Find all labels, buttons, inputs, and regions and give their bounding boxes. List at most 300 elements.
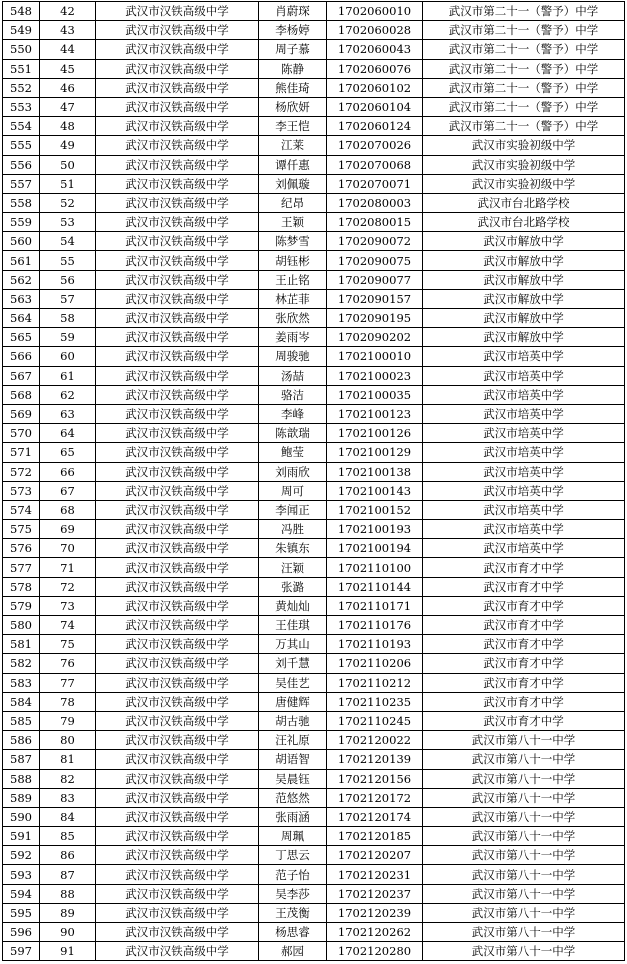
serial-number-cell: 577: [3, 558, 40, 577]
graduating-school-cell: 武汉市培英中学: [423, 404, 625, 423]
student-name-cell: 李闻正: [259, 500, 327, 519]
exam-id-cell: 1702060010: [327, 2, 423, 21]
graduating-school-cell: 武汉市解放中学: [423, 328, 625, 347]
school-index-cell: 54: [40, 232, 96, 251]
admitting-school-cell: 武汉市汉铁高级中学: [96, 136, 259, 155]
graduating-school-cell: 武汉市实验初级中学: [423, 174, 625, 193]
graduating-school-cell: 武汉市实验初级中学: [423, 155, 625, 174]
admitting-school-cell: 武汉市汉铁高级中学: [96, 673, 259, 692]
admitting-school-cell: 武汉市汉铁高级中学: [96, 616, 259, 635]
graduating-school-cell: 武汉市第八十一中学: [423, 750, 625, 769]
exam-id-cell: 1702070026: [327, 136, 423, 155]
table-row: [3, 404, 625, 423]
admitting-school-cell: 武汉市汉铁高级中学: [96, 404, 259, 423]
school-index-cell: 87: [40, 865, 96, 884]
serial-number-cell: 590: [3, 807, 40, 826]
graduating-school-cell: 武汉市第八十一中学: [423, 865, 625, 884]
exam-id-cell: 1702100143: [327, 481, 423, 500]
graduating-school-cell: 武汉市第八十一中学: [423, 923, 625, 942]
student-name-cell: 丁思云: [259, 846, 327, 865]
serial-number-cell: 571: [3, 443, 40, 462]
school-index-cell: 59: [40, 328, 96, 347]
table-row: [3, 232, 625, 251]
table-row: [3, 117, 625, 136]
graduating-school-cell: 武汉市解放中学: [423, 289, 625, 308]
graduating-school-cell: 武汉市第八十一中学: [423, 807, 625, 826]
school-index-cell: 57: [40, 289, 96, 308]
school-index-cell: 43: [40, 21, 96, 40]
school-index-cell: 84: [40, 807, 96, 826]
student-name-cell: 胡语智: [259, 750, 327, 769]
serial-number-cell: 557: [3, 174, 40, 193]
school-index-cell: 90: [40, 923, 96, 942]
table-row: [3, 78, 625, 97]
graduating-school-cell: 武汉市育才中学: [423, 654, 625, 673]
school-index-cell: 66: [40, 462, 96, 481]
exam-id-cell: 1702060076: [327, 59, 423, 78]
exam-id-cell: 1702120156: [327, 769, 423, 788]
table-row: [3, 846, 625, 865]
admitting-school-cell: 武汉市汉铁高级中学: [96, 884, 259, 903]
school-index-cell: 79: [40, 711, 96, 730]
table-row: [3, 903, 625, 922]
exam-id-cell: 1702060104: [327, 97, 423, 116]
table-row: [3, 788, 625, 807]
school-index-cell: 64: [40, 424, 96, 443]
serial-number-cell: 556: [3, 155, 40, 174]
admitting-school-cell: 武汉市汉铁高级中学: [96, 2, 259, 21]
graduating-school-cell: 武汉市培英中学: [423, 424, 625, 443]
table-row: [3, 807, 625, 826]
graduating-school-cell: 武汉市第八十一中学: [423, 884, 625, 903]
serial-number-cell: 589: [3, 788, 40, 807]
graduating-school-cell: 武汉市育才中学: [423, 596, 625, 615]
exam-id-cell: 1702060124: [327, 117, 423, 136]
graduating-school-cell: 武汉市实验初级中学: [423, 136, 625, 155]
student-name-cell: 李王恺: [259, 117, 327, 136]
student-name-cell: 汪颖: [259, 558, 327, 577]
serial-number-cell: 583: [3, 673, 40, 692]
table-row: [3, 21, 625, 40]
student-name-cell: 范悠然: [259, 788, 327, 807]
exam-id-cell: 1702120280: [327, 942, 423, 961]
graduating-school-cell: 武汉市解放中学: [423, 232, 625, 251]
exam-id-cell: 1702110212: [327, 673, 423, 692]
table-row: [3, 577, 625, 596]
student-name-cell: 汤喆: [259, 366, 327, 385]
school-index-cell: 44: [40, 40, 96, 59]
exam-id-cell: 1702110171: [327, 596, 423, 615]
student-name-cell: 鲍莹: [259, 443, 327, 462]
exam-id-cell: 1702070071: [327, 174, 423, 193]
school-index-cell: 56: [40, 270, 96, 289]
serial-number-cell: 550: [3, 40, 40, 59]
admitting-school-cell: 武汉市汉铁高级中学: [96, 942, 259, 961]
school-index-cell: 49: [40, 136, 96, 155]
graduating-school-cell: 武汉市第二十一（警予）中学: [423, 78, 625, 97]
table-row: [3, 923, 625, 942]
admitting-school-cell: 武汉市汉铁高级中学: [96, 635, 259, 654]
school-index-cell: 73: [40, 596, 96, 615]
admitting-school-cell: 武汉市汉铁高级中学: [96, 481, 259, 500]
student-name-cell: 王佳琪: [259, 616, 327, 635]
serial-number-cell: 579: [3, 596, 40, 615]
school-index-cell: 91: [40, 942, 96, 961]
exam-id-cell: 1702110206: [327, 654, 423, 673]
exam-id-cell: 1702120231: [327, 865, 423, 884]
graduating-school-cell: 武汉市第二十一（警予）中学: [423, 40, 625, 59]
student-name-cell: 杨欣妍: [259, 97, 327, 116]
school-index-cell: 51: [40, 174, 96, 193]
graduating-school-cell: 武汉市第八十一中学: [423, 846, 625, 865]
table-row: [3, 213, 625, 232]
exam-id-cell: 1702120185: [327, 827, 423, 846]
admitting-school-cell: 武汉市汉铁高级中学: [96, 692, 259, 711]
admitting-school-cell: 武汉市汉铁高级中学: [96, 232, 259, 251]
exam-id-cell: 1702120239: [327, 903, 423, 922]
student-name-cell: 杨思睿: [259, 923, 327, 942]
admitting-school-cell: 武汉市汉铁高级中学: [96, 654, 259, 673]
exam-id-cell: 1702060028: [327, 21, 423, 40]
student-name-cell: 冯胜: [259, 520, 327, 539]
student-name-cell: 王颖: [259, 213, 327, 232]
serial-number-cell: 582: [3, 654, 40, 673]
admitting-school-cell: 武汉市汉铁高级中学: [96, 711, 259, 730]
school-index-cell: 86: [40, 846, 96, 865]
student-name-cell: 陈歆瑞: [259, 424, 327, 443]
serial-number-cell: 575: [3, 520, 40, 539]
graduating-school-cell: 武汉市第八十一中学: [423, 788, 625, 807]
student-name-cell: 周珮: [259, 827, 327, 846]
exam-id-cell: 1702090195: [327, 309, 423, 328]
admitting-school-cell: 武汉市汉铁高级中学: [96, 309, 259, 328]
exam-id-cell: 1702120237: [327, 884, 423, 903]
admitting-school-cell: 武汉市汉铁高级中学: [96, 807, 259, 826]
exam-id-cell: 1702110193: [327, 635, 423, 654]
exam-id-cell: 1702100152: [327, 500, 423, 519]
school-index-cell: 58: [40, 309, 96, 328]
exam-id-cell: 1702100035: [327, 385, 423, 404]
serial-number-cell: 585: [3, 711, 40, 730]
serial-number-cell: 567: [3, 366, 40, 385]
serial-number-cell: 554: [3, 117, 40, 136]
graduating-school-cell: 武汉市培英中学: [423, 481, 625, 500]
student-name-cell: 汪礼原: [259, 731, 327, 750]
admitting-school-cell: 武汉市汉铁高级中学: [96, 213, 259, 232]
school-index-cell: 72: [40, 577, 96, 596]
serial-number-cell: 592: [3, 846, 40, 865]
graduating-school-cell: 武汉市解放中学: [423, 251, 625, 270]
student-name-cell: 江莱: [259, 136, 327, 155]
serial-number-cell: 574: [3, 500, 40, 519]
serial-number-cell: 584: [3, 692, 40, 711]
exam-id-cell: 1702110245: [327, 711, 423, 730]
school-index-cell: 89: [40, 903, 96, 922]
table-row: [3, 481, 625, 500]
serial-number-cell: 596: [3, 923, 40, 942]
table-row: [3, 711, 625, 730]
serial-number-cell: 563: [3, 289, 40, 308]
student-name-cell: 林芷菲: [259, 289, 327, 308]
admitting-school-cell: 武汉市汉铁高级中学: [96, 289, 259, 308]
serial-number-cell: 570: [3, 424, 40, 443]
exam-id-cell: 1702100023: [327, 366, 423, 385]
table-row: [3, 97, 625, 116]
serial-number-cell: 576: [3, 539, 40, 558]
graduating-school-cell: 武汉市育才中学: [423, 577, 625, 596]
graduating-school-cell: 武汉市第八十一中学: [423, 769, 625, 788]
graduating-school-cell: 武汉市第二十一（警予）中学: [423, 21, 625, 40]
serial-number-cell: 586: [3, 731, 40, 750]
table-row: [3, 750, 625, 769]
graduating-school-cell: 武汉市第二十一（警予）中学: [423, 117, 625, 136]
graduating-school-cell: 武汉市解放中学: [423, 309, 625, 328]
admitting-school-cell: 武汉市汉铁高级中学: [96, 155, 259, 174]
table-row: [3, 769, 625, 788]
table-row: [3, 616, 625, 635]
exam-id-cell: 1702090072: [327, 232, 423, 251]
serial-number-cell: 578: [3, 577, 40, 596]
graduating-school-cell: 武汉市培英中学: [423, 347, 625, 366]
serial-number-cell: 553: [3, 97, 40, 116]
exam-id-cell: 1702100138: [327, 462, 423, 481]
serial-number-cell: 548: [3, 2, 40, 21]
serial-number-cell: 595: [3, 903, 40, 922]
school-index-cell: 83: [40, 788, 96, 807]
table-row: [3, 520, 625, 539]
serial-number-cell: 555: [3, 136, 40, 155]
admitting-school-cell: 武汉市汉铁高级中学: [96, 769, 259, 788]
graduating-school-cell: 武汉市台北路学校: [423, 213, 625, 232]
exam-id-cell: 1702100129: [327, 443, 423, 462]
school-index-cell: 78: [40, 692, 96, 711]
serial-number-cell: 587: [3, 750, 40, 769]
graduating-school-cell: 武汉市育才中学: [423, 692, 625, 711]
exam-id-cell: 1702100123: [327, 404, 423, 423]
table-row: [3, 289, 625, 308]
graduating-school-cell: 武汉市培英中学: [423, 462, 625, 481]
student-name-cell: 胡古驰: [259, 711, 327, 730]
exam-id-cell: 1702110176: [327, 616, 423, 635]
serial-number-cell: 559: [3, 213, 40, 232]
student-name-cell: 周可: [259, 481, 327, 500]
table-row: [3, 174, 625, 193]
serial-number-cell: 594: [3, 884, 40, 903]
table-row: [3, 942, 625, 961]
student-name-cell: 姜雨岑: [259, 328, 327, 347]
serial-number-cell: 558: [3, 193, 40, 212]
serial-number-cell: 593: [3, 865, 40, 884]
admission-list-table: [2, 1, 625, 961]
admitting-school-cell: 武汉市汉铁高级中学: [96, 443, 259, 462]
table-row: [3, 462, 625, 481]
student-name-cell: 谭仟惠: [259, 155, 327, 174]
graduating-school-cell: 武汉市培英中学: [423, 520, 625, 539]
serial-number-cell: 561: [3, 251, 40, 270]
student-name-cell: 万其山: [259, 635, 327, 654]
table-row: [3, 136, 625, 155]
table-row: [3, 673, 625, 692]
exam-id-cell: 1702120139: [327, 750, 423, 769]
admitting-school-cell: 武汉市汉铁高级中学: [96, 596, 259, 615]
student-name-cell: 吴佳艺: [259, 673, 327, 692]
graduating-school-cell: 武汉市培英中学: [423, 366, 625, 385]
table-row: [3, 366, 625, 385]
admitting-school-cell: 武汉市汉铁高级中学: [96, 500, 259, 519]
table-row: [3, 59, 625, 78]
admitting-school-cell: 武汉市汉铁高级中学: [96, 59, 259, 78]
serial-number-cell: 552: [3, 78, 40, 97]
exam-id-cell: 1702090075: [327, 251, 423, 270]
exam-id-cell: 1702110100: [327, 558, 423, 577]
table-row: [3, 635, 625, 654]
serial-number-cell: 564: [3, 309, 40, 328]
school-index-cell: 74: [40, 616, 96, 635]
admitting-school-cell: 武汉市汉铁高级中学: [96, 903, 259, 922]
serial-number-cell: 549: [3, 21, 40, 40]
school-index-cell: 70: [40, 539, 96, 558]
student-name-cell: 唐健辉: [259, 692, 327, 711]
table-row: [3, 385, 625, 404]
exam-id-cell: 1702080003: [327, 193, 423, 212]
serial-number-cell: 551: [3, 59, 40, 78]
table-row: [3, 827, 625, 846]
table-row: [3, 596, 625, 615]
exam-id-cell: 1702120207: [327, 846, 423, 865]
student-name-cell: 张潞: [259, 577, 327, 596]
student-name-cell: 李峰: [259, 404, 327, 423]
admitting-school-cell: 武汉市汉铁高级中学: [96, 97, 259, 116]
student-name-cell: 纪昂: [259, 193, 327, 212]
exam-id-cell: 1702090157: [327, 289, 423, 308]
admitting-school-cell: 武汉市汉铁高级中学: [96, 731, 259, 750]
table-row: [3, 347, 625, 366]
school-index-cell: 60: [40, 347, 96, 366]
admitting-school-cell: 武汉市汉铁高级中学: [96, 40, 259, 59]
admitting-school-cell: 武汉市汉铁高级中学: [96, 865, 259, 884]
exam-id-cell: 1702100194: [327, 539, 423, 558]
exam-id-cell: 1702060043: [327, 40, 423, 59]
table-row: [3, 558, 625, 577]
table-row: [3, 40, 625, 59]
school-index-cell: 45: [40, 59, 96, 78]
graduating-school-cell: 武汉市育才中学: [423, 558, 625, 577]
admitting-school-cell: 武汉市汉铁高级中学: [96, 520, 259, 539]
admitting-school-cell: 武汉市汉铁高级中学: [96, 366, 259, 385]
admitting-school-cell: 武汉市汉铁高级中学: [96, 462, 259, 481]
serial-number-cell: 597: [3, 942, 40, 961]
student-name-cell: 范子怡: [259, 865, 327, 884]
admitting-school-cell: 武汉市汉铁高级中学: [96, 788, 259, 807]
exam-id-cell: 1702120262: [327, 923, 423, 942]
school-index-cell: 65: [40, 443, 96, 462]
serial-number-cell: 591: [3, 827, 40, 846]
admitting-school-cell: 武汉市汉铁高级中学: [96, 328, 259, 347]
school-index-cell: 81: [40, 750, 96, 769]
admitting-school-cell: 武汉市汉铁高级中学: [96, 750, 259, 769]
student-name-cell: 王茂衡: [259, 903, 327, 922]
admitting-school-cell: 武汉市汉铁高级中学: [96, 577, 259, 596]
school-index-cell: 80: [40, 731, 96, 750]
student-name-cell: 黄灿灿: [259, 596, 327, 615]
school-index-cell: 52: [40, 193, 96, 212]
school-index-cell: 42: [40, 2, 96, 21]
serial-number-cell: 562: [3, 270, 40, 289]
school-index-cell: 75: [40, 635, 96, 654]
exam-id-cell: 1702100193: [327, 520, 423, 539]
exam-id-cell: 1702110235: [327, 692, 423, 711]
table-row: [3, 309, 625, 328]
school-index-cell: 50: [40, 155, 96, 174]
table-row: [3, 692, 625, 711]
admitting-school-cell: 武汉市汉铁高级中学: [96, 827, 259, 846]
school-index-cell: 68: [40, 500, 96, 519]
table-row: [3, 865, 625, 884]
table-body: [3, 2, 625, 961]
student-name-cell: 肖蔚琛: [259, 2, 327, 21]
admitting-school-cell: 武汉市汉铁高级中学: [96, 251, 259, 270]
school-index-cell: 53: [40, 213, 96, 232]
school-index-cell: 63: [40, 404, 96, 423]
student-name-cell: 吴李莎: [259, 884, 327, 903]
admitting-school-cell: 武汉市汉铁高级中学: [96, 78, 259, 97]
graduating-school-cell: 武汉市培英中学: [423, 500, 625, 519]
admitting-school-cell: 武汉市汉铁高级中学: [96, 174, 259, 193]
student-name-cell: 朱镇东: [259, 539, 327, 558]
table-row: [3, 328, 625, 347]
admitting-school-cell: 武汉市汉铁高级中学: [96, 539, 259, 558]
serial-number-cell: 568: [3, 385, 40, 404]
school-index-cell: 76: [40, 654, 96, 673]
exam-id-cell: 1702120172: [327, 788, 423, 807]
serial-number-cell: 573: [3, 481, 40, 500]
student-name-cell: 陈梦雪: [259, 232, 327, 251]
graduating-school-cell: 武汉市第二十一（警予）中学: [423, 2, 625, 21]
serial-number-cell: 588: [3, 769, 40, 788]
serial-number-cell: 581: [3, 635, 40, 654]
school-index-cell: 55: [40, 251, 96, 270]
table-row: [3, 424, 625, 443]
admitting-school-cell: 武汉市汉铁高级中学: [96, 923, 259, 942]
table-row: [3, 193, 625, 212]
table-row: [3, 251, 625, 270]
graduating-school-cell: 武汉市培英中学: [423, 443, 625, 462]
table-row: [3, 884, 625, 903]
exam-id-cell: 1702120022: [327, 731, 423, 750]
exam-id-cell: 1702060102: [327, 78, 423, 97]
admitting-school-cell: 武汉市汉铁高级中学: [96, 558, 259, 577]
table-row: [3, 731, 625, 750]
student-name-cell: 周骏驰: [259, 347, 327, 366]
student-name-cell: 吴晨钰: [259, 769, 327, 788]
school-index-cell: 85: [40, 827, 96, 846]
school-index-cell: 77: [40, 673, 96, 692]
serial-number-cell: 572: [3, 462, 40, 481]
student-name-cell: 周子慕: [259, 40, 327, 59]
serial-number-cell: 565: [3, 328, 40, 347]
serial-number-cell: 560: [3, 232, 40, 251]
graduating-school-cell: 武汉市解放中学: [423, 270, 625, 289]
school-index-cell: 46: [40, 78, 96, 97]
exam-id-cell: 1702120174: [327, 807, 423, 826]
graduating-school-cell: 武汉市培英中学: [423, 539, 625, 558]
serial-number-cell: 580: [3, 616, 40, 635]
graduating-school-cell: 武汉市育才中学: [423, 711, 625, 730]
table-row: [3, 539, 625, 558]
table-row: [3, 155, 625, 174]
graduating-school-cell: 武汉市育才中学: [423, 635, 625, 654]
exam-id-cell: 1702090077: [327, 270, 423, 289]
